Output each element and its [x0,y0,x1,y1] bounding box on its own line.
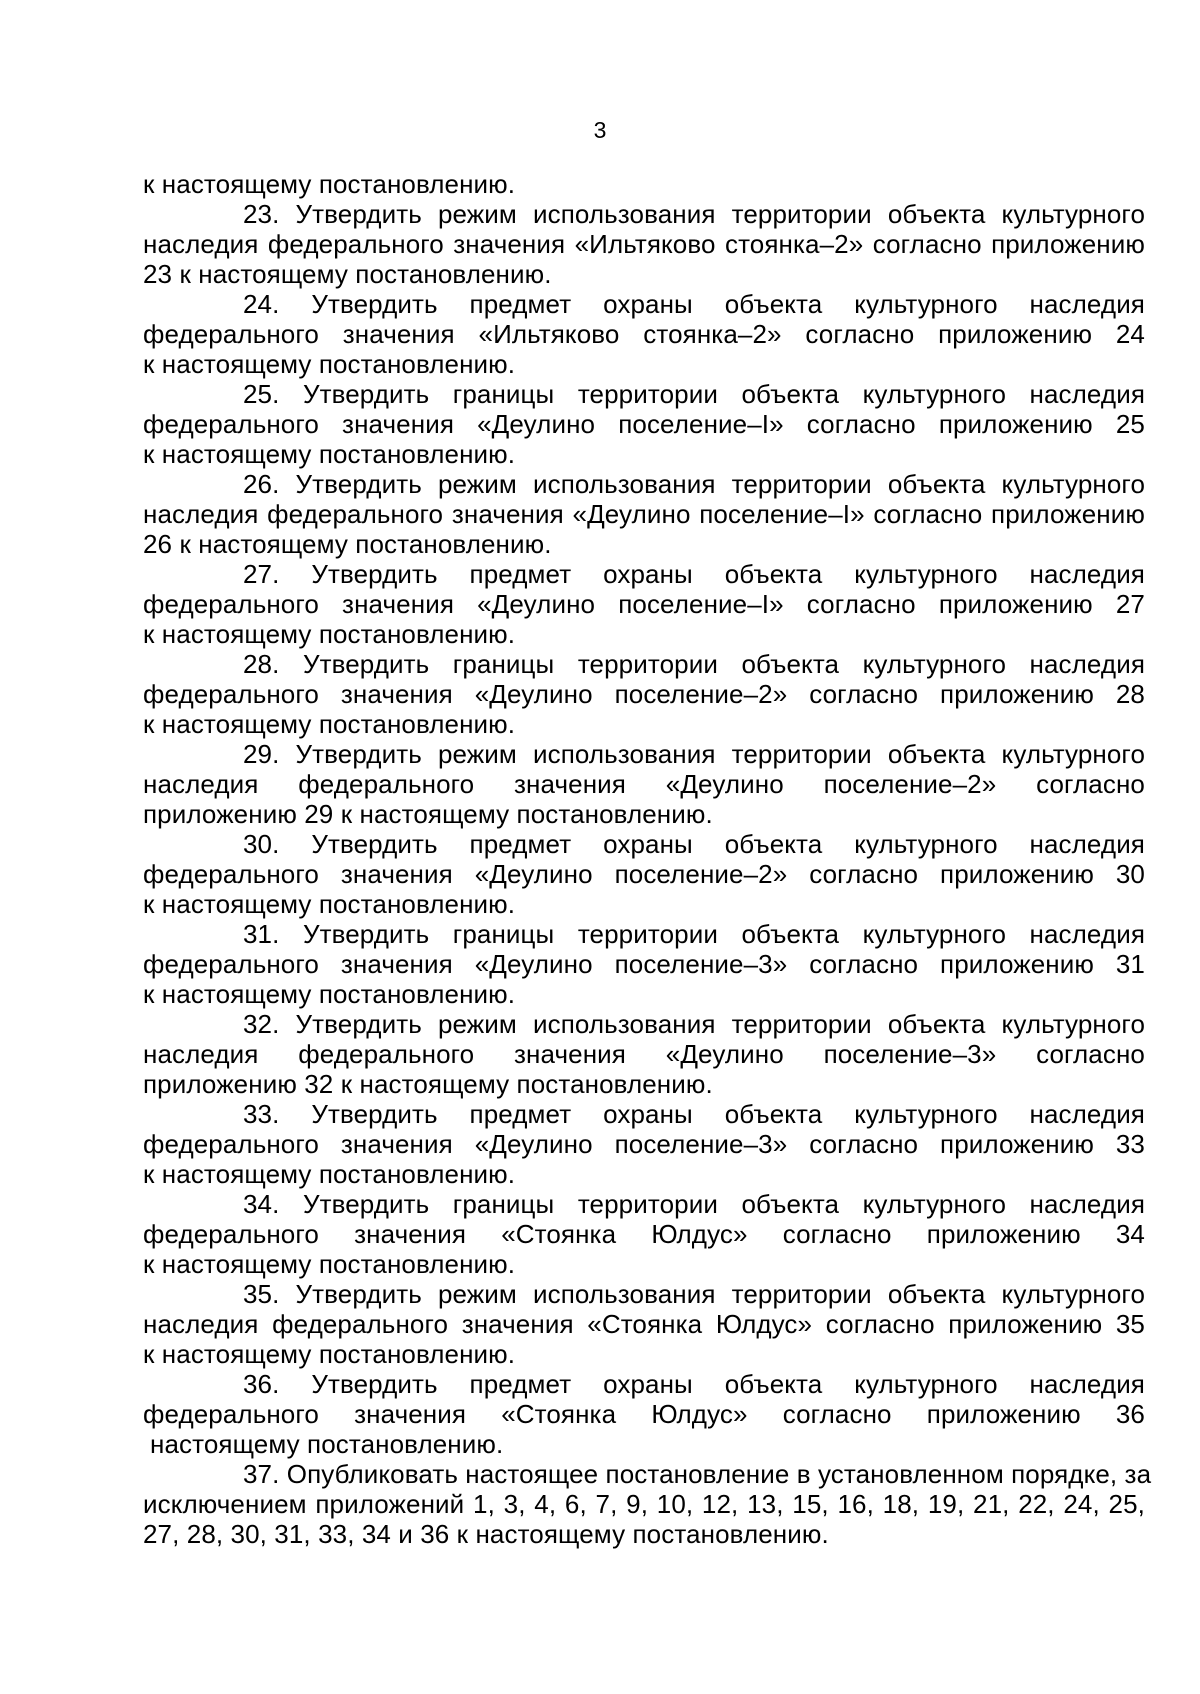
text-line: наследия федерального значения «Деулино поселение–I» согласно приложению [143,499,1145,529]
text-line: к настоящему постановлению. [143,889,516,919]
text-line: 32. Утвердить режим использования территории объекта культурного [243,1009,1145,1039]
text-line: 27. Утвердить предмет охраны объекта культурного наследия [243,559,1145,589]
text-line: 36. Утвердить предмет охраны объекта культурного наследия [243,1369,1145,1399]
text-line: 26. Утвердить режим использования территории объекта культурного [243,469,1145,499]
text-line: федерального значения «Деулино поселение–3» согласно приложению 33 [143,1129,1145,1159]
text-line: к настоящему постановлению. [143,169,516,199]
text-line: 24. Утвердить предмет охраны объекта культурного наследия [243,289,1145,319]
text-line: федерального значения «Деулино поселение–I» согласно приложению 27 [143,589,1145,619]
text-line: к настоящему постановлению. [143,439,516,469]
document-body [143,169,1152,1549]
text-line: 34. Утвердить границы территории объекта культурного наследия [243,1189,1145,1219]
text-line: наследия федерального значения «Ильтяково стоянка–2» согласно приложению [143,229,1145,259]
text-line: 33. Утвердить предмет охраны объекта культурного наследия [243,1099,1145,1129]
text-line: к настоящему постановлению. [143,709,516,739]
text-line: 27, 28, 30, 31, 33, 34 и 36 к настоящему постановлению. [143,1519,829,1549]
text-line: к настоящему постановлению. [143,619,516,649]
text-line: федерального значения «Деулино поселение–3» согласно приложению 31 [143,949,1145,979]
text-line: 26 к настоящему постановлению. [143,529,552,559]
text-line: наследия федерального значения «Стоянка Юлдус» согласно приложению 35 [143,1309,1145,1339]
text-line: приложению 29 к настоящему постановлению. [143,799,713,829]
text-line: к настоящему постановлению. [143,979,516,1009]
text-line: к настоящему постановлению. [143,349,516,379]
text-line: 23. Утвердить режим использования территории объекта культурного [243,199,1145,229]
text-line: 35. Утвердить режим использования территории объекта культурного [243,1279,1145,1309]
text-line: федерального значения «Стоянка Юлдус» согласно приложению 34 [143,1219,1145,1249]
text-line: наследия федерального значения «Деулино поселение–3» согласно [143,1039,1145,1069]
text-line: 30. Утвердить предмет охраны объекта культурного наследия [243,829,1145,859]
text-line: 31. Утвердить границы территории объекта культурного наследия [243,919,1145,949]
text-line: федерального значения «Стоянка Юлдус» согласно приложению 36 [143,1399,1145,1429]
text-line: наследия федерального значения «Деулино поселение–2» согласно [143,769,1145,799]
text-line: настоящему постановлению. [150,1429,504,1459]
text-line: приложению 32 к настоящему постановлению. [143,1069,713,1099]
text-line: исключением приложений 1, 3, 4, 6, 7, 9, 10, 12, 13, 15, 16, 18, 19, 21, 22, 24, 25, [143,1489,1145,1519]
text-line: 25. Утвердить границы территории объекта культурного наследия [243,379,1145,409]
text-line: 37. Опубликовать настоящее постановление в установленном порядке, за [243,1459,1152,1489]
text-line: федерального значения «Деулино поселение–2» согласно приложению 30 [143,859,1145,889]
page-number: 3 [593,117,607,143]
text-line: к настоящему постановлению. [143,1159,516,1189]
text-line: к настоящему постановлению. [143,1339,516,1369]
text-line: федерального значения «Ильтяково стоянка–2» согласно приложению 24 [143,319,1145,349]
text-line: 23 к настоящему постановлению. [143,259,552,289]
text-line: 29. Утвердить режим использования территории объекта культурного [243,739,1145,769]
text-line: федерального значения «Деулино поселение–2» согласно приложению 28 [143,679,1145,709]
text-line: федерального значения «Деулино поселение–I» согласно приложению 25 [143,409,1145,439]
text-line: к настоящему постановлению. [143,1249,516,1279]
text-line: 28. Утвердить границы территории объекта культурного наследия [243,649,1145,679]
